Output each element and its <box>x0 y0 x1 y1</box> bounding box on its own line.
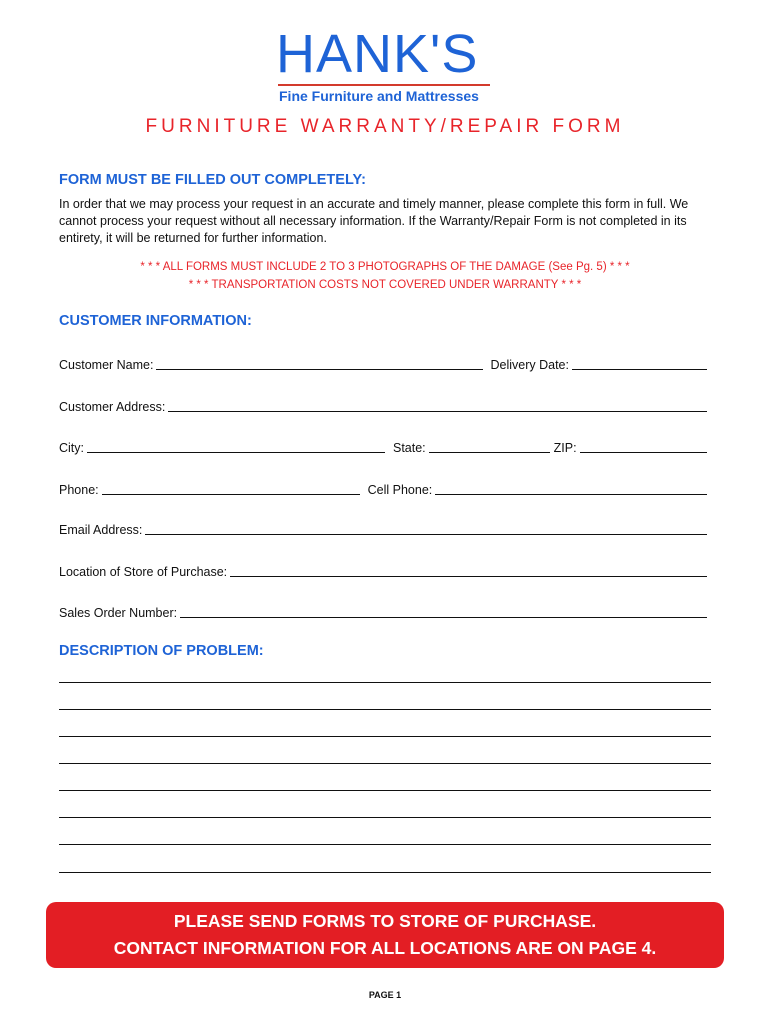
state-label: State: <box>393 441 426 455</box>
brand-tagline: Fine Furniture and Mattresses <box>279 88 479 104</box>
sales-order-field[interactable] <box>180 604 707 618</box>
banner-line-1: PLEASE SEND FORMS TO STORE OF PURCHASE. <box>173 911 597 931</box>
form-title: FURNITURE WARRANTY/REPAIR FORM <box>145 116 625 137</box>
problem-heading: DESCRIPTION OF PROBLEM: <box>59 643 264 659</box>
customer-name-label: Customer Name: <box>59 358 154 372</box>
city-field[interactable] <box>87 439 385 453</box>
city-label: City: <box>59 441 84 455</box>
problem-line[interactable] <box>59 682 711 683</box>
intro-text: In order that we may process your request in an accurate and timely manner, please complete this form in full. We cannot process your request without all necessary information. If the Warranty/Repair Form is not completed in its entirety, it will be returned for further information. <box>59 197 689 245</box>
problem-line[interactable] <box>59 844 711 845</box>
email-label: Email Address: <box>59 523 143 537</box>
city-state-zip-row <box>59 437 711 455</box>
email-row <box>59 519 711 537</box>
photos-notice: * * * ALL FORMS MUST INCLUDE 2 TO 3 PHOTOGRAPHS OF THE DAMAGE (See Pg. 5) * * * <box>140 261 630 273</box>
delivery-date-label: Delivery Date: <box>490 358 569 372</box>
brand-logo <box>276 26 496 104</box>
send-forms-banner <box>46 902 724 968</box>
zip-field[interactable] <box>580 439 707 453</box>
phone-row <box>59 479 711 497</box>
email-field[interactable] <box>145 521 707 535</box>
store-location-row <box>59 561 711 579</box>
customer-name-row <box>59 354 711 372</box>
brand-name: HANK'S <box>276 24 479 84</box>
delivery-date-field[interactable] <box>572 356 707 370</box>
logo-divider <box>278 84 490 86</box>
transport-notice: * * * TRANSPORTATION COSTS NOT COVERED UNDER WARRANTY * * * <box>188 279 582 291</box>
customer-address-field[interactable] <box>168 398 707 412</box>
intro-heading: FORM MUST BE FILLED OUT COMPLETELY: <box>59 172 366 188</box>
customer-heading: CUSTOMER INFORMATION: <box>59 313 252 329</box>
sales-order-row <box>59 602 711 620</box>
customer-address-row <box>59 396 711 414</box>
banner-line-2: CONTACT INFORMATION FOR ALL LOCATIONS ARE ON PAGE 4. <box>113 938 657 958</box>
sales-order-label: Sales Order Number: <box>59 606 178 620</box>
customer-name-field[interactable] <box>156 356 483 370</box>
store-location-field[interactable] <box>230 563 707 577</box>
customer-address-label: Customer Address: <box>59 400 166 414</box>
problem-line[interactable] <box>59 736 711 737</box>
cell-phone-field[interactable] <box>435 481 707 495</box>
zip-label: ZIP: <box>553 441 577 455</box>
problem-line[interactable] <box>59 763 711 764</box>
problem-line[interactable] <box>59 817 711 818</box>
store-location-label: Location of Store of Purchase: <box>59 565 228 579</box>
state-field[interactable] <box>429 439 550 453</box>
problem-line[interactable] <box>59 790 711 791</box>
phone-field[interactable] <box>102 481 360 495</box>
problem-line[interactable] <box>59 872 711 873</box>
page-number: PAGE 1 <box>368 990 402 1000</box>
cell-phone-label: Cell Phone: <box>367 483 433 497</box>
phone-label: Phone: <box>59 483 99 497</box>
problem-line[interactable] <box>59 709 711 710</box>
